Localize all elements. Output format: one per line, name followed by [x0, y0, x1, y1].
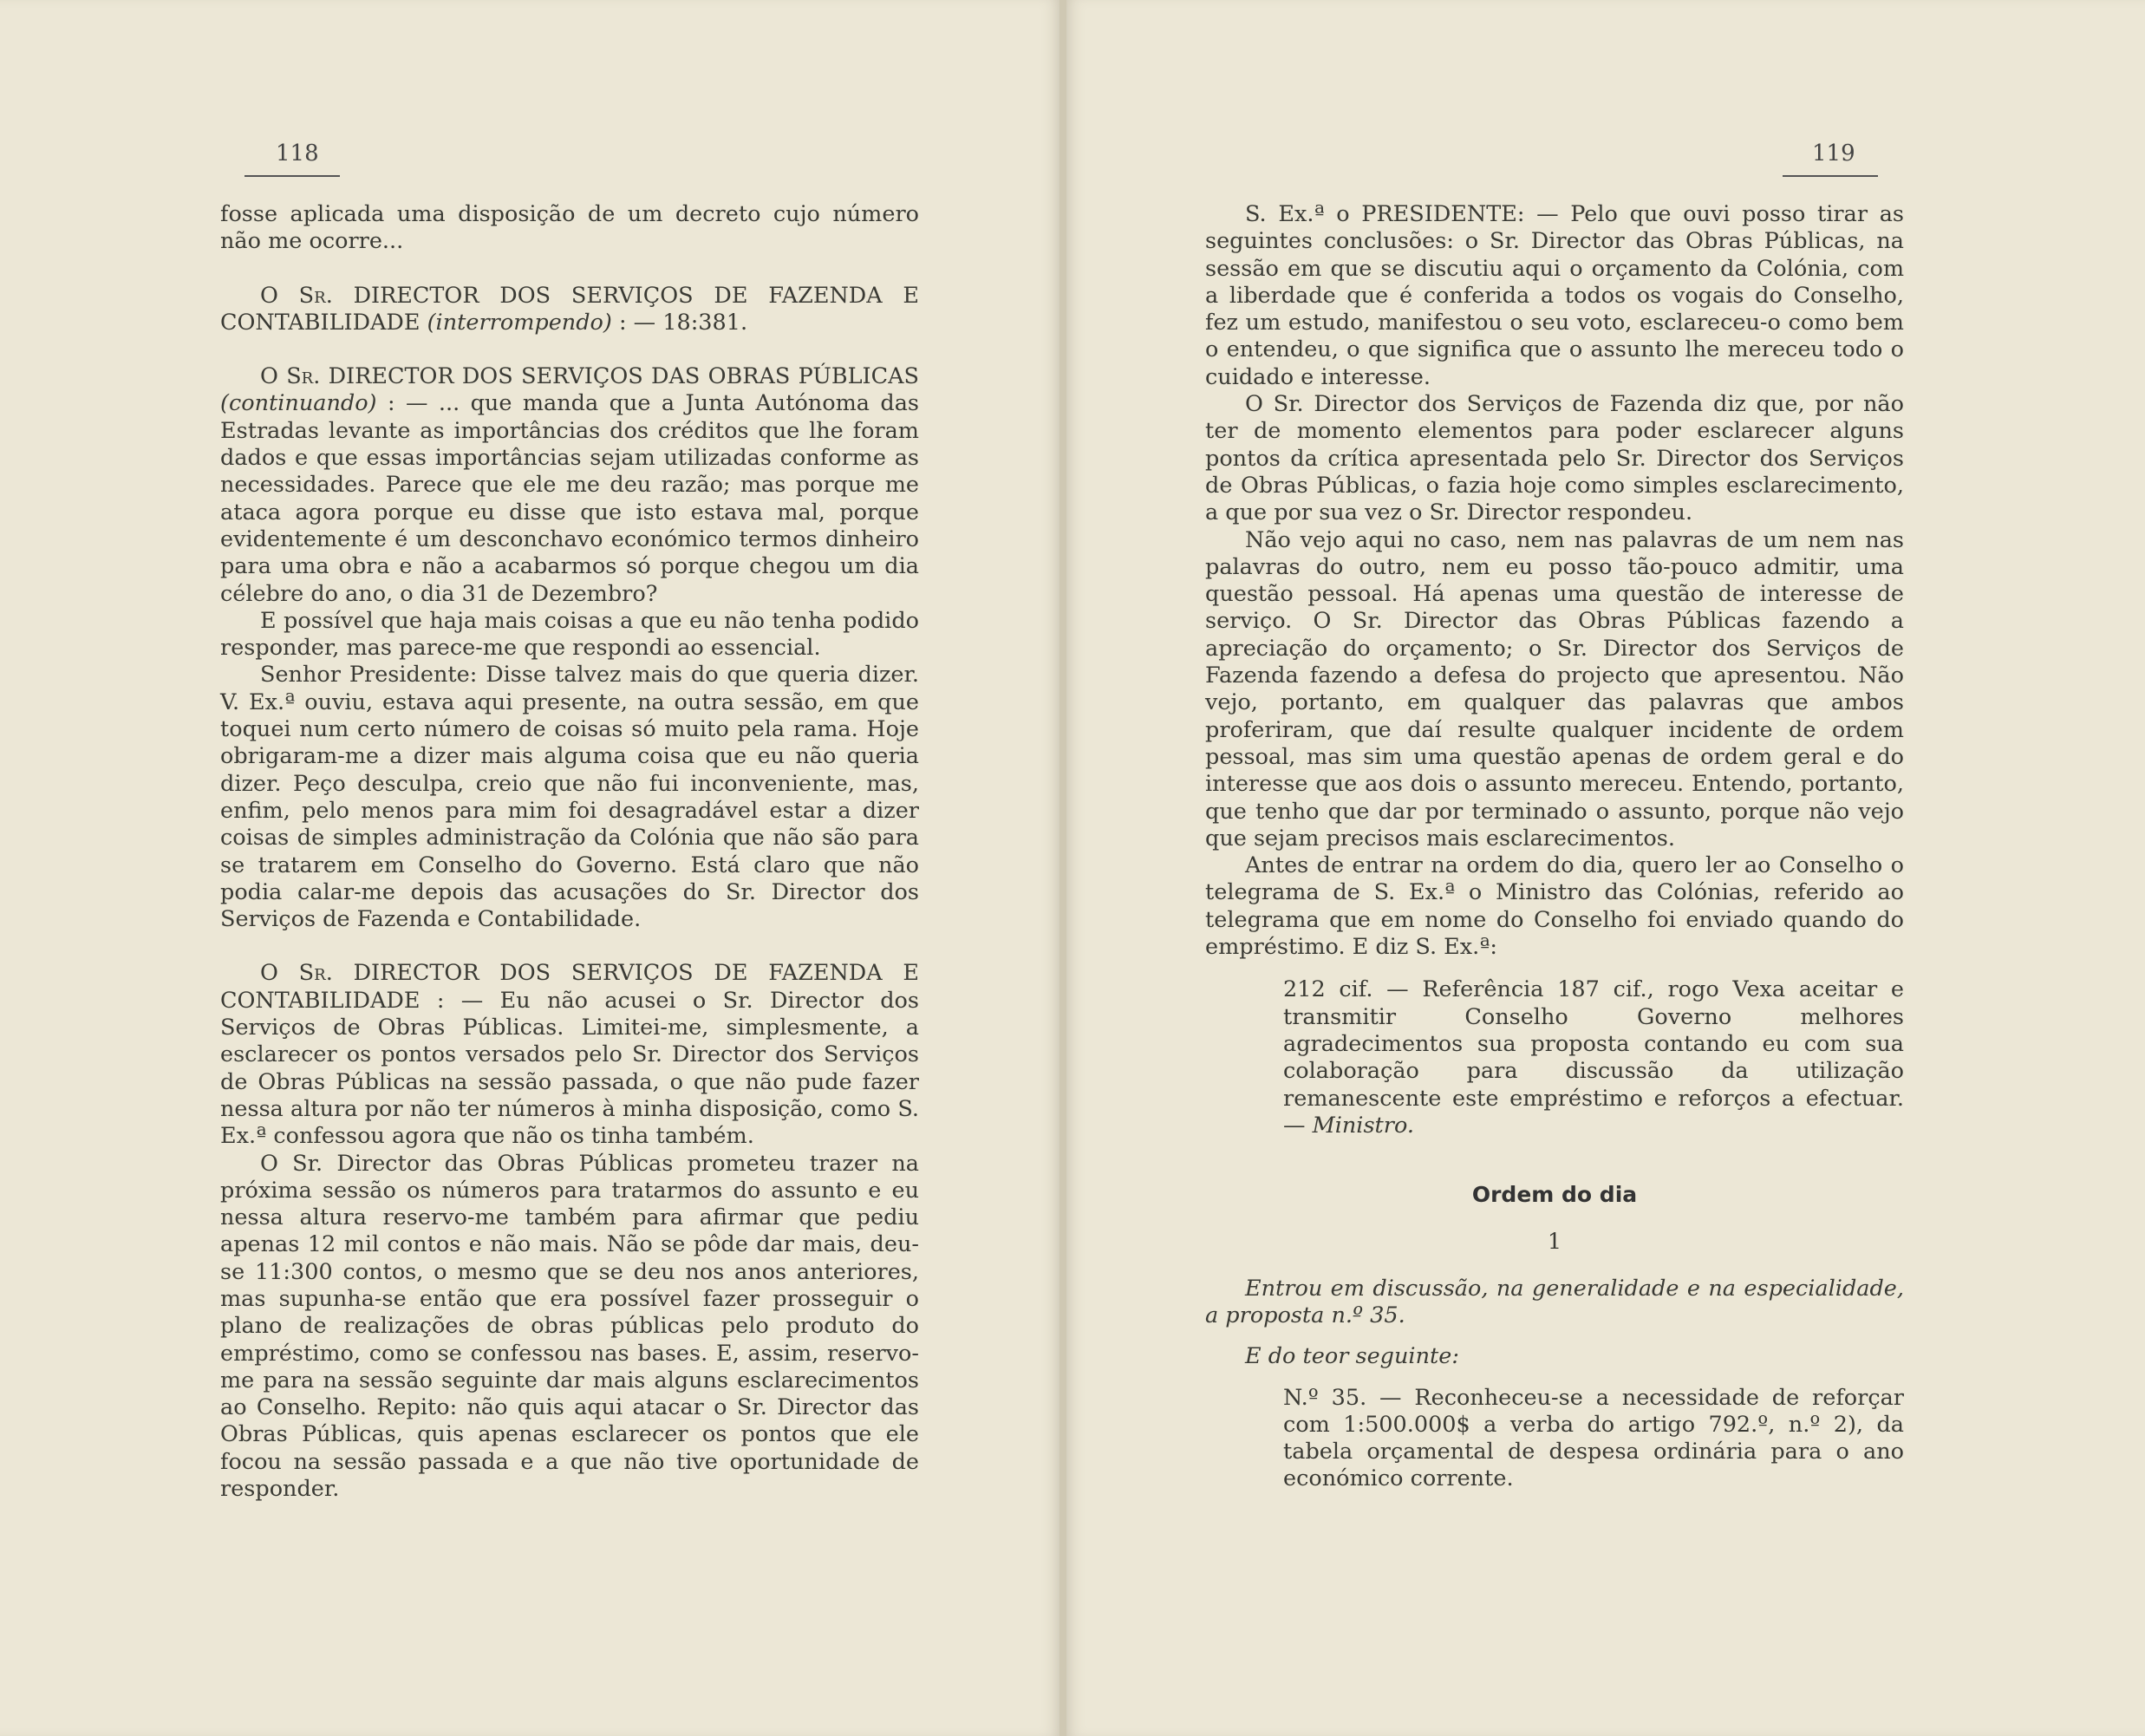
speech-fazenda-1	[220, 283, 919, 337]
speech-obras	[220, 363, 919, 608]
speaker-name: O Sr. DIRECTOR DOS SERVIÇOS DE FAZENDA E CONTABILIDADE	[220, 282, 919, 336]
paragraph: Senhor Presidente: Disse talvez mais do que queria dizer. V. Ex.ª ouviu, estava aqui presente, na outra sessão, em que toquei num certo número de coisas só muito pela rama. Hoje obrigaram-me a dizer mais alguma coisa que eu não queria dizer. Peço desculpa, creio que não fui inconveniente, mas, enfim, pelo menos para mim foi desagradável estar a dizer coisas de simples administração da Colónia que não são para se tratarem em Conselho do Governo. Está claro que não podia calar-me depois das acusações do Sr. Director dos Serviços de Fazenda e Contabilidade.	[220, 662, 919, 933]
speech-fazenda-2	[220, 960, 919, 1150]
speaker-name: O Sr. DIRECTOR DOS SERVIÇOS DAS OBRAS PÚBLICAS	[260, 363, 919, 390]
speaker-name: O Sr. DIRECTOR DOS SERVIÇOS DE FAZENDA E CONTABILIDADE	[220, 960, 919, 1014]
section-heading: Ordem do dia	[1471, 1182, 1638, 1208]
page-number: 118	[276, 140, 319, 166]
speech-text: : — ... que manda que a Junta Autónoma das Estradas levante as importâncias dos créditos que lhe foram dados e que essas importâncias sejam utilizadas conforme as necessidades. Parece que ele me deu razão; mas porque me ataca agora porque eu disse que isto estava mal, porque evidentemente é um desconchavo económico termos dinheiro para uma obra e não a acabarmos só porque chegou um dia célebre do ano, o dia 31 de Dezembro?	[220, 390, 919, 607]
right-page	[1066, 0, 2145, 1736]
right-text-column	[1205, 201, 1904, 1493]
paragraph: O Sr. Director dos Serviços de Fazenda diz que, por não ter de momento elementos para poder esclarecer alguns pontos da crítica apresentada pelo Sr. Director dos Serviços de Obras Públicas, o fazia hoje como simples esclarecimento, a que por sua vez o Sr. Director respondeu.	[1205, 391, 1904, 526]
page-number-rule	[1783, 175, 1878, 177]
speech-text: : — Eu não acusei o Sr. Director dos Serviços de Obras Públicas. Limitei-me, simplesmente, a esclarecer os pontos versados pelo Sr. Director dos Serviços de Obras Públicas na sessão passada, o que não pude fazer nessa altura por não ter números à minha disposição, como S. Ex.ª confessou agora que não os tinha também.	[220, 987, 919, 1150]
speaker-aside: (continuando)	[220, 390, 377, 417]
paragraph: Antes de entrar na ordem do dia, quero ler ao Conselho o telegrama de S. Ex.ª o Ministro das Colónias, referido ao telegrama que em nome do Conselho foi enviado quando do empréstimo. E diz S. Ex.ª:	[1205, 852, 1904, 961]
paragraph: O Sr. Director das Obras Públicas prometeu trazer na próxima sessão os números para tratarmos do assunto e eu nessa altura reservo-me também para afirmar que pediu apenas 12 mil contos e não mais. Não se pôde dar mais, deu-se 11:300 contos, o mesmo que se deu nos anos anteriores, mas supunha-se então que era possível fazer prosseguir o plano de realizações de obras públicas pelo produto do empréstimo, como se confessou nas bases. E, assim, reservo-me para na sessão seguinte dar mais alguns esclarecimentos ao Conselho. Repito: não quis aqui atacar o Sr. Director das Obras Públicas, quis apenas esclarecer os pontos que ele focou na sessão passada e a que não tive oportunidade de responder.	[220, 1150, 919, 1503]
left-page	[0, 0, 1059, 1736]
paragraph: E possível que haja mais coisas a que eu não tenha podido responder, mas parece-me que respondi ao essencial.	[220, 607, 919, 662]
teor-label: E do teor seguinte:	[1245, 1343, 1459, 1370]
page-number: 119	[1812, 140, 1855, 166]
discussion-note: Entrou em discussão, na generalidade e na especialidade, a proposta n.º 35.	[1205, 1275, 1904, 1328]
left-text-column	[220, 201, 919, 1503]
telegram-quote	[1205, 976, 1904, 1139]
speech-text: : — 18:381.	[618, 309, 748, 336]
speech-presidente: S. Ex.ª o PRESIDENTE: — Pelo que ouvi posso tirar as seguintes conclusões: o Sr. Director das Obras Públicas, na sessão em que se discutiu aqui o orçamento da Colónia, com a liberdade que é conferida a todos os vogais do Conselho, fez um estudo, manifestou o seu voto, esclareceu-o como bem o entendeu, o que significa que o assunto lhe mereceu todo o cuidado e interesse.	[1205, 201, 1904, 390]
paragraph: fosse aplicada uma disposição de um decreto cujo número não me ocorre...	[220, 201, 919, 255]
telegram-text: 212 cif. — Referência 187 cif., rogo Vexa aceitar e transmitir Conselho Governo melhores agradecimentos sua proposta contando eu com sua colaboração para discussão da utilização remanescente este empréstimo e reforços a efectuar. —	[1283, 976, 1904, 1139]
section-number: 1	[1547, 1229, 1562, 1256]
book-gutter	[1059, 0, 1066, 1736]
speaker-aside: (interrompendo)	[427, 309, 612, 336]
paragraph: Não vejo aqui no caso, nem nas palavras de um nem nas palavras do outro, nem eu posso tão-pouco admitir, uma questão pessoal. Há apenas uma questão de interesse de serviço. O Sr. Director das Obras Públicas fazendo a apreciação do orçamento; o Sr. Director dos Serviços de Fazenda fazendo a defesa do projecto que apresentou. Não vejo, portanto, em qualquer das palavras que ambos proferiram, que daí resulte qualquer incidente de ordem pessoal, mas sim uma questão apenas de ordem geral e do interesse que aos dois o assunto mereceu. Entendo, portanto, que tenho que dar por terminado o assunto, porque não vejo que sejam precisos mais esclarecimentos.	[1205, 526, 1904, 852]
page-number-rule	[244, 175, 340, 177]
telegram-signature: Ministro.	[1312, 1112, 1414, 1139]
proposal-text: N.º 35. — Reconheceu-se a necessidade de reforçar com 1:500.000$ a verba do artigo 792.º, n.º 2), da tabela orçamental de despesa ordinária para o ano económico corrente.	[1283, 1384, 1904, 1492]
